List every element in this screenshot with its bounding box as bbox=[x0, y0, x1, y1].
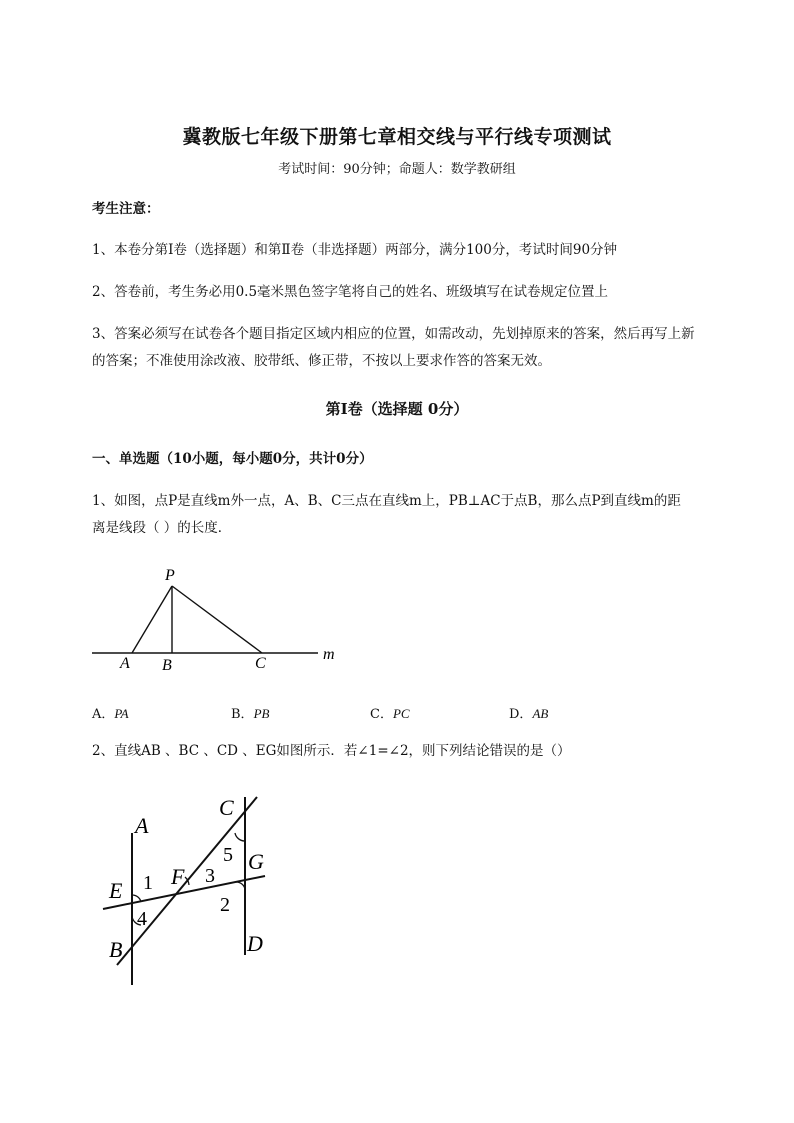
angle-2-label: 2 bbox=[220, 894, 230, 916]
option-d-value: AB bbox=[532, 706, 549, 721]
option-c-prefix: C． bbox=[370, 707, 393, 722]
segment-pc bbox=[172, 586, 262, 653]
label-b: B bbox=[162, 657, 172, 674]
label-a: A bbox=[135, 813, 149, 838]
label-m: m bbox=[323, 646, 335, 663]
angle-2-arc bbox=[236, 882, 245, 889]
angle-1-label: 1 bbox=[143, 872, 153, 894]
document-title: 冀教版七年级下册第七章相交线与平行线专项测试 bbox=[182, 126, 612, 148]
question-1-figure bbox=[90, 560, 350, 680]
question-2-figure bbox=[95, 785, 295, 995]
document-subtitle: 考试时间：90分钟；命题人：数学教研组 bbox=[278, 162, 516, 177]
notice-item-3-line-1: 3、答案必须写在试卷各个题目指定区域内相应的位置，如需改动，先划掉原来的答案，然后再写上新 bbox=[92, 326, 695, 342]
angle-4-label: 4 bbox=[137, 908, 147, 930]
option-a-prefix: A． bbox=[92, 707, 115, 722]
question-2-text: 2、直线AB 、BC 、CD 、EG如图所示．若∠1=∠2，则下列结论错误的是（） bbox=[92, 743, 571, 759]
option-a-value: PA bbox=[114, 706, 129, 721]
option-a[interactable] bbox=[92, 703, 129, 722]
part-title: 一、单选题（10小题，每小题0分，共计0分） bbox=[92, 451, 373, 467]
label-a: A bbox=[120, 655, 130, 672]
question-1-line-1: 1、如图，点P是直线m外一点，A、B、C三点在直线m上，PB⊥AC于点B，那么点P到直线m的距 bbox=[92, 493, 681, 509]
question-1-line-2: 离是线段（ ）的长度． bbox=[92, 520, 232, 536]
option-b-value: PB bbox=[253, 706, 270, 721]
option-c-value: PC bbox=[392, 706, 410, 721]
angle-5-arc bbox=[235, 833, 245, 841]
label-b: B bbox=[109, 937, 123, 962]
label-g: G bbox=[248, 849, 264, 874]
option-b-prefix: B． bbox=[231, 707, 254, 722]
notice-item-3-line-2: 的答案；不准使用涂改液、胶带纸、修正带，不按以上要求作答的答案无效。 bbox=[92, 353, 551, 369]
notice-heading: 考生注意： bbox=[92, 201, 160, 217]
label-c: C bbox=[255, 655, 266, 672]
option-d-prefix: D． bbox=[509, 707, 533, 722]
notice-item-2: 2、答卷前，考生务必用0.5毫米黑色签字笔将自己的姓名、班级填写在试卷规定位置上 bbox=[92, 284, 609, 300]
label-f: F bbox=[171, 864, 185, 889]
label-p: P bbox=[165, 567, 175, 584]
notice-item-1: 1、本卷分第I卷（选择题）和第Ⅱ卷（非选择题）两部分，满分100分，考试时间90分钟 bbox=[92, 242, 618, 258]
option-b[interactable] bbox=[231, 703, 269, 722]
label-c: C bbox=[219, 795, 234, 820]
angle-3-label: 3 bbox=[205, 865, 215, 887]
label-e: E bbox=[109, 878, 123, 903]
segment-pa bbox=[132, 586, 172, 653]
option-c[interactable] bbox=[370, 703, 410, 722]
label-d: D bbox=[247, 931, 263, 956]
section-title: 第I卷（选择题 0分） bbox=[325, 400, 469, 418]
option-d[interactable] bbox=[509, 703, 548, 722]
angle-5-label: 5 bbox=[223, 844, 233, 866]
